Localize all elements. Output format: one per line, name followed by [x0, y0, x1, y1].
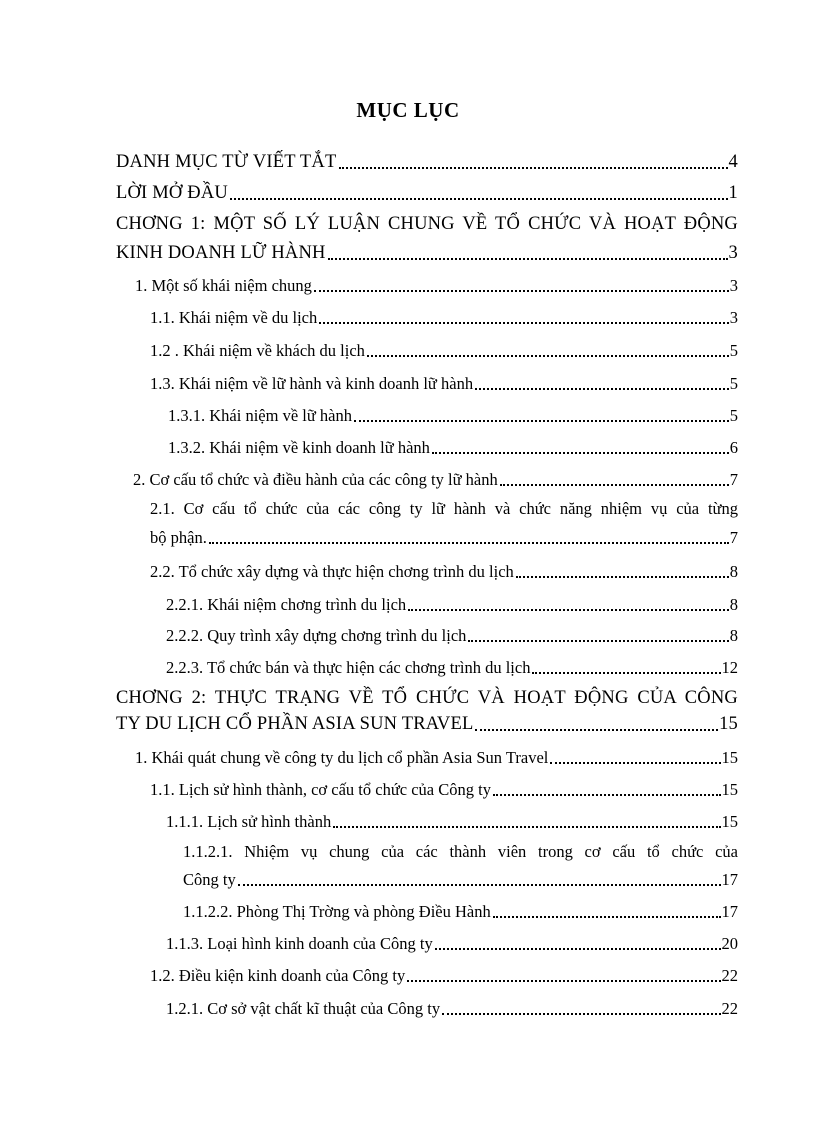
dot-leader [314, 288, 729, 292]
toc-entry-2-1-line1[interactable]: 2.1. Cơ cấu tổ chức của các công ty lữ hành và chức năng nhiệm vụ của từng [150, 499, 738, 518]
toc-entry-chapter2[interactable] [116, 714, 738, 735]
toc-entry[interactable] [150, 341, 738, 361]
toc-entry-text: 1.2. Điều kiện kinh doanh của Công ty [150, 966, 406, 985]
toc-entry[interactable] [135, 748, 738, 768]
toc-entry-text: 1.3.1. Khái niệm về lữ hành [168, 406, 352, 425]
toc-entry[interactable] [133, 470, 738, 490]
toc-page-number: 8 [729, 562, 738, 581]
dot-leader [493, 914, 721, 918]
toc-entry-text: LỜI MỞ ĐẦU [116, 183, 228, 203]
dot-leader [209, 540, 729, 544]
toc-entry[interactable] [150, 562, 738, 582]
dot-leader [550, 760, 720, 764]
toc-entry[interactable] [135, 276, 738, 296]
dot-leader [339, 165, 728, 169]
toc-entry[interactable] [150, 966, 738, 986]
toc-entry-text: TY DU LỊCH CỔ PHẦN ASIA SUN TRAVEL [116, 714, 474, 734]
toc-entry-1-1-2-1-line1[interactable]: 1.1.2.1. Nhiệm vụ chung của các thành viên trong cơ cấu tổ chức của [183, 842, 738, 861]
dot-leader [493, 792, 721, 796]
toc-entry-abbreviations[interactable] [116, 152, 738, 173]
dot-leader [319, 320, 728, 324]
toc-entry[interactable] [166, 626, 738, 646]
toc-entry-chapter2-line1[interactable]: CHƠNG 2: THỰC TRẠNG VỀ TỔ CHỨC VÀ HOẠT ĐỘNG CỦA CÔNG [116, 688, 738, 708]
toc-entry-text: 1. Khái quát chung về công ty du lịch cổ phần Asia Sun Travel [135, 748, 549, 767]
toc-entry-text: 1. Một số khái niệm chung [135, 276, 312, 295]
toc-page-number: 15 [719, 714, 738, 734]
toc-entry[interactable] [168, 438, 738, 458]
toc-entry[interactable] [166, 812, 738, 832]
dot-leader [333, 824, 720, 828]
toc-entry-text: 1.1. Lịch sử hình thành, cơ cấu tổ chức của Công ty [150, 780, 491, 799]
toc-entry[interactable] [166, 934, 738, 954]
dot-leader [354, 418, 729, 422]
toc-entry-text: 2.2.1. Khái niệm chơng trình du lịch [166, 595, 407, 614]
toc-entry-text: 1.3.2. Khái niệm về kinh doanh lữ hành [168, 438, 430, 457]
dot-leader [408, 607, 729, 611]
dot-leader [230, 196, 728, 200]
toc-page-number: 3 [728, 243, 738, 263]
toc-entry[interactable] [150, 780, 738, 800]
toc-page-number: 12 [721, 658, 738, 677]
dot-leader [442, 1011, 720, 1015]
page-title: MỤC LỤC [356, 98, 460, 122]
toc-entry-text: 1.1.2.2. Phòng Thị Trờng và phòng Điều Hành [183, 902, 491, 921]
toc-entry[interactable] [183, 902, 738, 922]
toc-entry-text: 1.1.1. Lịch sử hình thành [166, 812, 332, 831]
toc-page-number: 8 [729, 595, 738, 614]
toc-entry-text: 1.1.3. Loại hình kinh doanh của Công ty [166, 934, 433, 953]
toc-page-number: 5 [729, 374, 738, 393]
toc-page-number: 22 [721, 966, 738, 985]
toc-entry[interactable] [183, 870, 738, 890]
toc-entry[interactable] [166, 999, 738, 1019]
toc-page-number: 5 [729, 341, 738, 360]
toc-entry-text: 2.2.2. Quy trình xây dựng chơng trình du lịch [166, 626, 467, 645]
toc-entry[interactable] [166, 658, 738, 678]
dot-leader [238, 882, 721, 886]
toc-entry-text: bộ phận. [150, 528, 207, 547]
dot-leader [407, 978, 720, 982]
toc-page-number: 5 [729, 406, 738, 425]
dot-leader [435, 946, 721, 950]
toc-entry-text: 2.2.3. Tổ chức bán và thực hiện các chơng trình du lịch [166, 658, 531, 677]
toc-entry[interactable] [168, 406, 738, 426]
dot-leader [475, 386, 729, 390]
toc-entry-text: KINH DOANH LỮ HÀNH [116, 243, 326, 263]
dot-leader [532, 670, 720, 674]
toc-page-number: 3 [729, 308, 738, 327]
toc-entry-text: Công ty [183, 870, 236, 889]
toc-page-number: 17 [721, 870, 738, 889]
toc-entry-text: DANH MỤC TỪ VIẾT TẮT [116, 152, 337, 172]
toc-entry[interactable] [150, 528, 738, 548]
toc-entry-text: 1.1. Khái niệm về du lịch [150, 308, 318, 327]
dot-leader [432, 450, 729, 454]
toc-entry[interactable] [150, 374, 738, 394]
toc-entry-text: 2.2. Tổ chức xây dựng và thực hiện chơng trình du lịch [150, 562, 514, 581]
dot-leader [468, 638, 728, 642]
toc-page-number: 15 [721, 780, 738, 799]
toc-page-number: 7 [729, 470, 738, 489]
toc-page-number: 6 [729, 438, 738, 457]
toc-page-number: 4 [728, 152, 738, 172]
dot-leader [367, 353, 729, 357]
toc-page-number: 17 [721, 902, 738, 921]
toc-page-number: 7 [729, 528, 738, 547]
dot-leader [328, 256, 728, 260]
toc-entry-introduction[interactable] [116, 183, 738, 204]
toc-page-number: 8 [729, 626, 738, 645]
toc-page-number: 15 [721, 748, 738, 767]
toc-entry-text: 2. Cơ cấu tổ chức và điều hành của các công ty lữ hành [133, 470, 498, 489]
toc-entry-text: 1.2 . Khái niệm về khách du lịch [150, 341, 365, 360]
toc-entry-text: 1.2.1. Cơ sở vật chất kĩ thuật của Công ty [166, 999, 441, 1018]
toc-page-number: 20 [721, 934, 738, 953]
toc-entry-chapter1-line1[interactable]: CHƠNG 1: MỘT SỐ LÝ LUẬN CHUNG VỀ TỔ CHỨC VÀ HOẠT ĐỘNG [116, 214, 738, 234]
toc-entry-chapter1[interactable] [116, 243, 738, 264]
dot-leader [516, 574, 729, 578]
toc-page-number: 1 [728, 183, 738, 203]
toc-page-number: 22 [721, 999, 738, 1018]
dot-leader [500, 482, 729, 486]
toc-entry-text: 1.3. Khái niệm về lữ hành và kinh doanh lữ hành [150, 374, 474, 393]
toc-entry[interactable] [150, 308, 738, 328]
dot-leader [475, 727, 718, 731]
toc-entry[interactable] [166, 595, 738, 615]
toc-page-number: 15 [721, 812, 738, 831]
toc-page-number: 3 [729, 276, 738, 295]
